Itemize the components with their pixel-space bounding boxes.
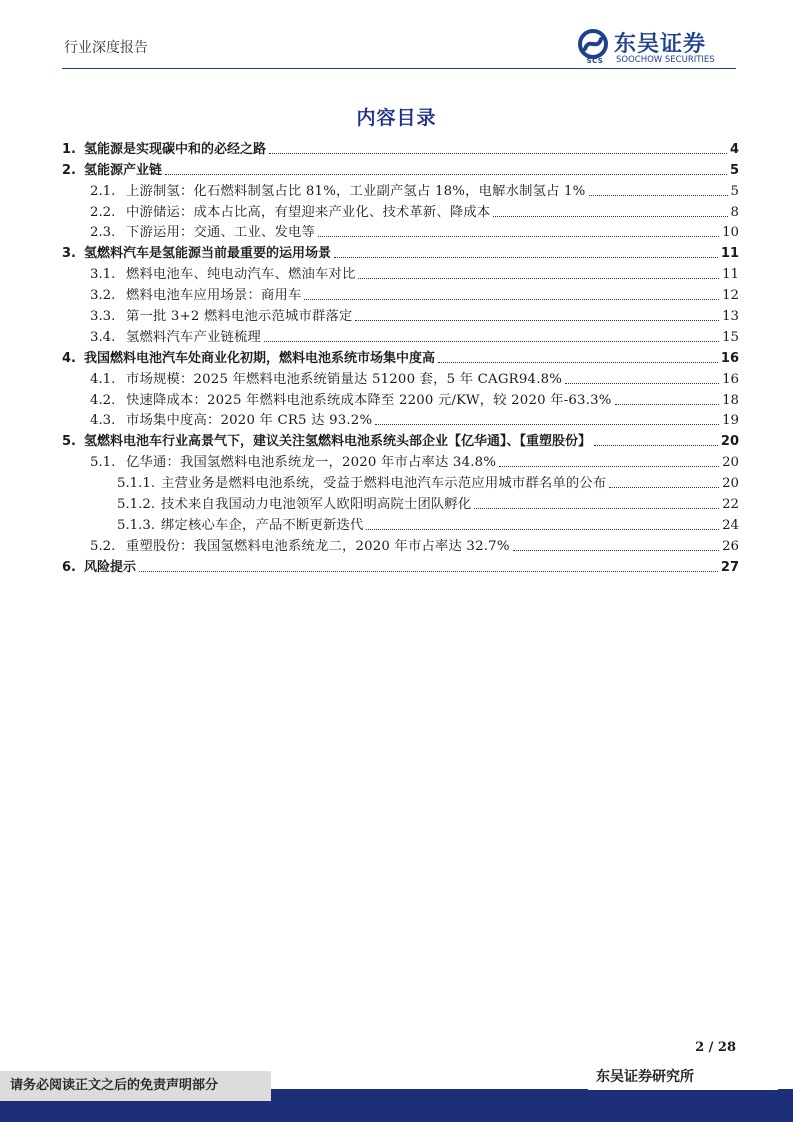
toc-entry-title: 氢能源是实现碳中和的必经之路	[84, 141, 267, 157]
toc-leader	[366, 529, 719, 530]
toc-entry-title: 重塑股份：我国氢燃料电池系统龙二，2020 年市占率达 32.7%	[126, 538, 510, 554]
company-logo	[578, 29, 738, 69]
toc-entry-number: 5.	[62, 434, 76, 450]
toc-entry[interactable]	[62, 241, 739, 262]
toc-entry-title: 氢燃料汽车是氢能源当前最重要的运用场景	[84, 246, 332, 262]
toc-entry[interactable]	[62, 221, 739, 242]
toc-entry-page: 5	[729, 162, 739, 178]
toc-entry-title: 燃料电池车、纯电动汽车、燃油车对比	[126, 267, 356, 283]
toc-entry[interactable]	[62, 262, 739, 283]
toc-entry[interactable]	[62, 429, 739, 450]
toc-entry-number: 2.3.	[90, 225, 116, 241]
toc-entry-page: 12	[722, 288, 739, 304]
toc-entry-number: 2.1.	[90, 183, 116, 199]
toc-entry-title: 亿华通：我国氢燃料电池系统龙一，2020 年市占率达 34.8%	[126, 455, 497, 471]
logo-abbreviation: SCS	[586, 57, 604, 65]
toc-entry[interactable]	[62, 179, 739, 200]
toc-leader	[375, 424, 719, 425]
toc-entry[interactable]	[62, 471, 739, 492]
toc-entry[interactable]	[62, 388, 739, 409]
toc-entry-title: 氢燃料电池车行业高景气下，建议关注氢燃料电池系统头部企业【亿华通】、【重塑股份】	[84, 434, 592, 450]
toc-entry-number: 5.2.	[90, 538, 116, 554]
toc-entry-title: 氢燃料汽车产业链梳理	[126, 329, 261, 345]
toc-entry-page: 4	[729, 141, 739, 157]
toc-entry[interactable]	[62, 137, 739, 158]
toc-entry-number: 5.1.2.	[117, 497, 156, 513]
toc-entry-page: 24	[722, 517, 739, 533]
toc-leader	[609, 487, 719, 488]
toc-entry-page: 5	[730, 183, 739, 199]
toc-leader	[594, 445, 718, 446]
toc-entry[interactable]	[62, 534, 739, 555]
logo-name-en: SOOCHOW SECURITIES	[616, 55, 715, 65]
toc-entry-number: 3.2.	[90, 288, 116, 304]
toc-leader	[358, 278, 719, 279]
toc-entry-page: 26	[722, 538, 739, 554]
toc-entry[interactable]	[62, 158, 739, 179]
toc-leader	[513, 550, 719, 551]
toc-entry-page: 22	[722, 497, 739, 513]
toc-entry-page: 8	[730, 204, 739, 220]
toc-leader	[304, 299, 719, 300]
toc-entry-number: 2.2.	[90, 204, 116, 220]
toc-entry-number: 4.2.	[90, 392, 116, 408]
toc-entry[interactable]	[62, 492, 739, 513]
toc-entry-page: 18	[722, 392, 739, 408]
toc-entry[interactable]	[62, 325, 739, 346]
toc-entry-number: 1.	[62, 141, 76, 157]
toc-leader	[499, 466, 719, 467]
toc-entry-title: 技术来自我国动力电池领军人欧阳明高院士团队孵化	[161, 497, 472, 513]
toc-entry-page: 15	[722, 329, 739, 345]
toc-entry[interactable]	[62, 450, 739, 471]
toc-entry-title: 绑定核心车企，产品不断更新迭代	[161, 517, 364, 533]
toc-entry-number: 5.1.	[90, 455, 116, 471]
toc-entry-title: 主营业务是燃料电池系统，受益于燃料电池汽车示范应用城市群名单的公布	[161, 476, 607, 492]
toc-entry-page: 20	[722, 455, 739, 471]
toc-entry-number: 4.1.	[90, 371, 116, 387]
toc-entry-title: 快速降成本：2025 年燃料电池系统成本降至 2200 元/KW，较 2020 年-63.3%	[126, 392, 612, 408]
toc-entry[interactable]	[62, 200, 739, 221]
toc-entry-page: 20	[722, 476, 739, 492]
toc-entry-page: 16	[722, 371, 739, 387]
toc-leader	[165, 174, 727, 175]
toc-leader	[493, 216, 727, 217]
logo-name-cn: 东吴证券	[614, 32, 707, 57]
toc-leader	[615, 404, 719, 405]
toc-entry[interactable]	[62, 283, 739, 304]
toc-entry[interactable]	[62, 367, 739, 388]
toc-entry-page: 10	[722, 225, 739, 241]
toc-entry[interactable]	[62, 513, 739, 534]
logo-mark-icon	[578, 29, 608, 59]
toc-entry[interactable]	[62, 346, 739, 367]
toc-leader	[565, 383, 719, 384]
toc-leader	[264, 341, 719, 342]
toc-entry-title: 风险提示	[84, 559, 137, 575]
toc-entry-title: 燃料电池车应用场景：商用车	[126, 288, 302, 304]
toc-entry-page: 13	[722, 309, 739, 325]
report-type-label: 行业深度报告	[64, 40, 148, 56]
toc-entry[interactable]	[62, 409, 739, 430]
toc-leader	[334, 257, 718, 258]
toc-leader	[438, 362, 718, 363]
toc-entry-title: 氢能源产业链	[84, 162, 163, 178]
toc-leader	[318, 236, 719, 237]
toc-entry-page: 11	[720, 246, 739, 262]
toc-entry-number: 6.	[62, 559, 76, 575]
toc-entry-number: 2.	[62, 162, 76, 178]
page-indicator: 2 / 28	[695, 1040, 736, 1055]
toc-title: 内容目录	[356, 107, 437, 129]
toc-entry-page: 20	[720, 434, 739, 450]
toc-entry-number: 4.3.	[90, 413, 116, 429]
toc-entry-number: 3.	[62, 246, 76, 262]
toc-entry-number: 5.1.3.	[117, 517, 156, 533]
toc-entry-title: 市场集中度高：2020 年 CR5 达 93.2%	[126, 413, 373, 429]
toc-leader	[474, 508, 719, 509]
toc-entry-title: 市场规模：2025 年燃料电池系统销量达 51200 套，5 年 CAGR94.8%	[126, 371, 563, 387]
toc-leader	[269, 153, 727, 154]
toc-entry-title: 第一批 3+2 燃料电池示范城市群落定	[126, 309, 353, 325]
toc-leader	[139, 571, 718, 572]
disclaimer-notice: 请务必阅读正文之后的免责声明部分	[0, 1071, 271, 1101]
header-divider	[62, 68, 736, 69]
institute-name: 东吴证券研究所	[588, 1068, 778, 1090]
toc-entry-title: 下游运用：交通、工业、发电等	[126, 225, 315, 241]
toc-entry-number: 3.1.	[90, 267, 116, 283]
table-of-contents	[62, 137, 739, 576]
toc-entry-page: 27	[720, 559, 739, 575]
toc-entry-title: 上游制氢：化石燃料制氢占比 81%，工业副产氢占 18%，电解水制氢占 1%	[126, 183, 586, 199]
toc-entry-number: 3.4.	[90, 329, 116, 345]
toc-entry-number: 4.	[62, 350, 76, 366]
toc-entry-page: 16	[720, 350, 739, 366]
toc-leader	[589, 195, 728, 196]
toc-entry-number: 3.3.	[90, 309, 116, 325]
toc-entry-page: 11	[722, 267, 739, 283]
toc-entry-title: 中游储运：成本占比高，有望迎来产业化、技术革新、降成本	[126, 204, 491, 220]
toc-entry-title: 我国燃料电池汽车处商业化初期，燃料电池系统市场集中度高	[84, 350, 436, 366]
toc-leader	[355, 320, 719, 321]
toc-entry[interactable]	[62, 304, 739, 325]
toc-entry[interactable]	[62, 555, 739, 576]
toc-entry-number: 5.1.1.	[117, 476, 156, 492]
toc-entry-page: 19	[722, 413, 739, 429]
